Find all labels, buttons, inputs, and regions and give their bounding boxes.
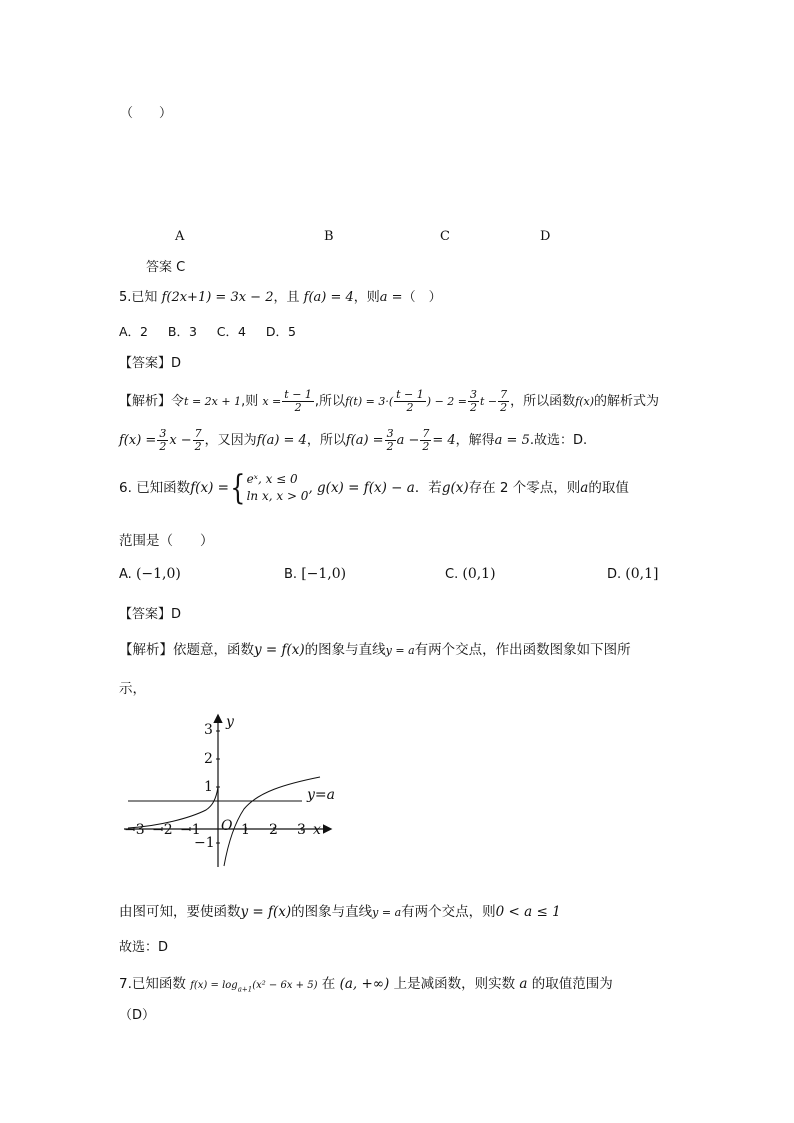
option-b-label: B [324, 229, 334, 244]
blank-paren: （ ） [120, 106, 173, 121]
x-tick-neg3: −3 [124, 822, 145, 838]
q7-interval: (a, +∞) [339, 976, 390, 992]
q6-number: 6. [119, 480, 132, 496]
q6-option-a-label: A. [119, 567, 132, 582]
q5-options [119, 322, 296, 340]
q5-frac1-den: 2 [294, 401, 302, 414]
q5-frac3-num: 3 [470, 388, 477, 401]
q5-analysis-label: 【解析】 [119, 394, 172, 409]
q6-answer [119, 603, 181, 622]
q6-conclusion-range: 0 < a ≤ 1 [495, 904, 561, 920]
q5-analysis-line2 [119, 428, 587, 453]
q5-frac3-den: 2 [470, 401, 477, 414]
option-c-label: C [440, 229, 450, 244]
q7-a: a [519, 976, 528, 992]
q5-and: ，且 [273, 290, 300, 305]
q5-substitution: t = 2x + 1 [184, 395, 242, 408]
q6-option-d-label: D. [607, 567, 622, 582]
q6-analysis-yfx: y = f(x) [254, 642, 305, 658]
q5-l2-text4: .故选：D. [529, 433, 588, 448]
q5-l2-text1: ，又因为 [204, 433, 257, 448]
q6-option-d [607, 566, 659, 582]
q7-base: a+1 [237, 985, 253, 994]
q5-l2-frac4-den: 2 [422, 440, 430, 453]
q5-given-val: f(a) = 4 [303, 290, 354, 305]
q5-l2-frac3-num: 3 [386, 427, 394, 440]
q6-text2: 存在 2 个零点，则 [468, 480, 581, 496]
q6-option-b-value: [−1,0) [301, 566, 347, 582]
q6-analysis-ya: y = a [385, 644, 415, 657]
q5-option-b: B．3 [167, 324, 197, 339]
q6-stem-line2: 范围是（ ） [119, 533, 214, 549]
q6-conclusion-yfx: y = f(x) [240, 904, 292, 920]
x-tick-3: 3 [297, 822, 306, 838]
q5-option-a: A．2 [119, 324, 149, 339]
q6-conclusion-text3: 有两个交点，则 [401, 904, 496, 920]
q7-prefix: 已知函数 [131, 976, 186, 992]
q5-option-d: D．5 [265, 324, 296, 339]
q6-option-c [445, 566, 496, 582]
x-axis-label: x [313, 822, 321, 838]
q5-frac2-den: 2 [406, 401, 414, 414]
q5-l2-eq4: = 4 [432, 433, 456, 448]
q5-answer-value: D [171, 356, 182, 371]
q5-l2-fa4: f(a) = 4 [256, 433, 307, 448]
q7-fx: f(x) = log [190, 980, 238, 991]
q7-answer: （D） [119, 1008, 156, 1023]
x-tick-neg1: −1 [180, 822, 201, 838]
q5-paren: （ ） [402, 290, 442, 305]
q7-arg: (x² − 6x + 5) [252, 980, 318, 991]
q5-l2-frac1-den: 2 [159, 440, 167, 453]
q6-a: a [580, 480, 589, 496]
q5-l2-frac3-den: 2 [386, 440, 394, 453]
q5-frac2-num: t − 1 [396, 388, 424, 401]
q5-l2-x-minus: x − [169, 433, 192, 448]
q5-option-c: C．4 [216, 324, 246, 339]
q5-l2-text3: ，解得 [455, 433, 495, 448]
line-label: y=a [307, 787, 335, 803]
q5-t-var: t − [480, 395, 498, 408]
x-tick-neg2: −2 [152, 822, 173, 838]
q6-case1: eˣ, x ≤ 0 [246, 472, 298, 486]
x-tick-1: 1 [241, 822, 250, 838]
top-answer: 答案 C [146, 260, 186, 275]
q6-option-a-value: (−1,0) [135, 566, 181, 582]
q6-option-c-label: C. [445, 567, 459, 582]
q5-l2-lhs: f(x) = [119, 433, 157, 448]
q6-stem [119, 468, 629, 508]
q6-conclusion [119, 900, 561, 920]
q5-stem [119, 286, 442, 305]
q7-text3: 的取值范围为 [531, 976, 613, 992]
q6-analysis [119, 638, 631, 658]
q5-answer [119, 352, 181, 371]
q6-final: 故选：D [119, 940, 169, 955]
q7-stem [119, 972, 613, 994]
q6-brace: { [230, 468, 246, 508]
q6-conclusion-ya: y = a [372, 906, 402, 919]
y-axis-label: y [226, 714, 234, 730]
q5-l2-a-minus: a − [396, 433, 420, 448]
q5-ft: f(t) = 3·( [345, 395, 394, 408]
q7-text2: 上是减函数，则实数 [393, 976, 516, 992]
y-tick-3: 3 [204, 722, 213, 738]
q5-a-eq: a = [379, 290, 403, 305]
q6-case2: ln x, x > 0 [246, 489, 309, 503]
q5-answer-label: 【答案】 [119, 356, 172, 371]
q7-number: 7. [119, 976, 132, 992]
q6-analysis-text2: 的图象与直线 [304, 642, 386, 658]
q6-option-b [284, 566, 346, 582]
q5-frac4-den: 2 [500, 401, 508, 414]
q6-option-b-label: B. [284, 567, 298, 582]
q5-fx: f(x) [575, 395, 595, 408]
q6-gx2: g(x) [441, 480, 469, 496]
q6-prefix: 已知函数 [136, 480, 191, 496]
option-d-label: D [540, 229, 551, 244]
q5-l2-frac4-num: 7 [422, 427, 430, 440]
q5-l2-a5: a = 5 [494, 433, 530, 448]
q5-frac1-num: t − 1 [284, 388, 312, 401]
q5-x-eq: x = [262, 395, 282, 408]
q6-cases [247, 471, 309, 505]
q6-option-c-value: (0,1) [462, 566, 496, 582]
option-a-label: A [175, 229, 185, 244]
q6-analysis-text1: 依题意，函数 [173, 642, 254, 658]
q6-analysis-text3: 有两个交点，作出函数图象如下图所 [414, 642, 631, 658]
q5-l1-text5: 的解析式为 [594, 394, 660, 409]
q6-text1: ．若 [414, 480, 442, 496]
q5-l2-frac2-den: 2 [194, 440, 202, 453]
function-graph [120, 712, 342, 874]
x-tick-2: 2 [269, 822, 278, 838]
q5-frac4-num: 7 [500, 388, 508, 401]
q6-fx: f(x) = [190, 480, 229, 496]
y-tick-2: 2 [204, 751, 213, 767]
q5-l1-text2: ,则 [241, 394, 259, 409]
q5-l1-text1: 令 [171, 394, 185, 409]
q5-l2-fa: f(a) = [345, 433, 384, 448]
q5-l2-text2: ，所以 [306, 433, 346, 448]
q6-text3: 的取值 [588, 480, 629, 496]
q5-prefix: 已知 [131, 290, 158, 305]
q5-ask: ，则 [353, 290, 380, 305]
q6-gx: , g(x) = f(x) − a [308, 480, 415, 496]
q5-l1-text4: ，所以函数 [510, 394, 576, 409]
q5-ft-close: ) − 2 = [426, 395, 467, 408]
q6-option-a [119, 566, 181, 582]
q6-analysis-label: 【解析】 [119, 642, 173, 658]
q7-text1: 在 [321, 976, 336, 992]
q6-option-d-value: (0,1] [625, 566, 659, 582]
q5-l2-frac2-num: 7 [194, 427, 202, 440]
q6-conclusion-text1: 由图可知，要使函数 [119, 904, 241, 920]
q6-analysis-line2: 示， [119, 681, 146, 697]
q5-number: 5. [119, 290, 132, 305]
q5-given-fn: f(2x+1) = 3x − 2 [161, 290, 274, 305]
q6-answer-label: 【答案】 [119, 607, 172, 622]
q5-l2-frac1-num: 3 [159, 427, 167, 440]
q6-answer-value: D [171, 607, 182, 622]
y-tick-1: 1 [204, 779, 213, 795]
y-tick-neg1: −1 [194, 835, 215, 851]
q5-analysis-line1 [119, 389, 659, 414]
q5-l1-text3: ,所以 [314, 394, 346, 409]
q6-conclusion-text2: 的图象与直线 [291, 904, 373, 920]
origin-label: O [221, 818, 233, 834]
